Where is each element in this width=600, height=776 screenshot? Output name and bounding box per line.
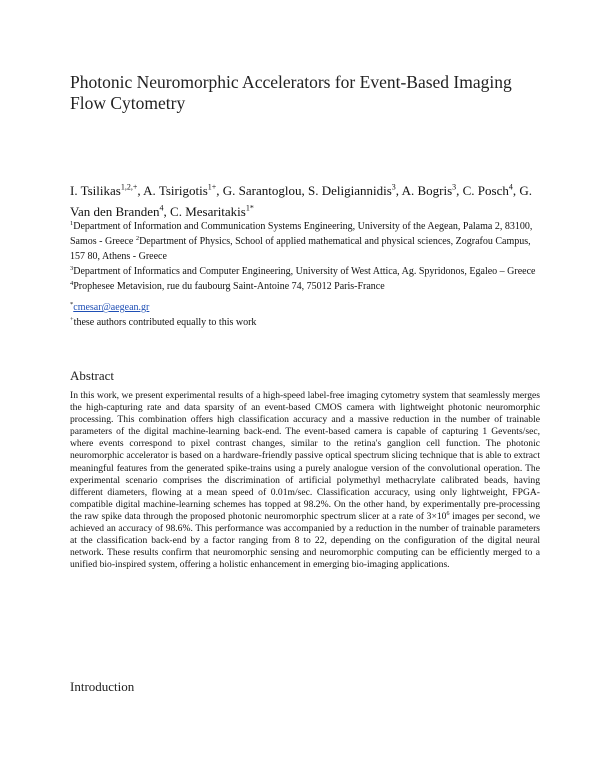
author: A. Tsirigotis bbox=[143, 183, 208, 198]
author: C. Mesaritakis bbox=[170, 204, 246, 219]
corresponding-author: *cmesar@aegean.gr bbox=[70, 301, 150, 313]
author-affil-sup: 4 bbox=[508, 182, 513, 192]
abstract-heading: Abstract bbox=[70, 368, 115, 383]
author-affil-sup: 4 bbox=[159, 203, 164, 213]
author: I. Tsilikas bbox=[70, 183, 121, 198]
abstract-body: In this work, we present experimental results of a high-speed label-free imaging cytometry system that seamlessly merges the high-capturing rate and data sparsity of an event-based CMOS camera with lightweight photonic neuromorphic processing. This combination offers high classification accuracy and a massive reduction in the number of trainable parameters of the digital machine-learning back-end. The event-based camera is capable of capturing 1 Gevents/sec, where events correspond to pixel contrast changes, similar to the retina's ganglion cell function. The photonic neuromorphic accelerator is based on a hardware-friendly passive optical spectrum slicing technique that is able to extract meaningful features from the generated spike-trains using a purely analogue version of the convolutional operation. The experimental scenario comprises the discrimination of artificial polymethyl methacrylate calibrated beads, having different diameters, flowing at a mean speed of 0.01m/sec. Classification accuracy, using only lightweight, FPGA-compatible digital machine-learning schemes has topped at 98.2%. On the other hand, by experimentally pre-processing the raw spike data through the proposed photonic neuromorphic spectrum slicer at a rate of $3\times 10^6$ images per second, we achieved an accuracy of 98.6%. This performance was accompanied by a reduction in the number of trainable parameters at the classification back-end by a factor ranging from 8 to 22, depending on the configuration of the digital neural network. These results confirm that neuromorphic sensing and neuromorphic computing can be efficiently merged to a unified bio-inspired system, offering a holistic enhancement in emerging bio-imaging applications. bbox=[70, 390, 540, 571]
author-affil-sup: 3 bbox=[452, 182, 457, 192]
introduction-heading: Introduction bbox=[70, 679, 135, 694]
exponent: 6 bbox=[446, 510, 450, 517]
author: C. Posch bbox=[462, 183, 509, 198]
author: G. Sarantoglou bbox=[222, 183, 302, 198]
affiliations bbox=[70, 219, 540, 330]
author-list: I. Tsilikas$^{1,2,+}$, A. Tsirigotis$^{1+}$, G. Sarantoglou, S. Deligiannidis$^3$, A. Bogris$^3$, C. Posch$^4$, G. Van den Branden$^4$, C. Mesaritakis$^{1*}$ bbox=[70, 182, 533, 219]
author-affil-sup: 1* bbox=[245, 203, 254, 213]
affiliation-1-2: $^1$Department of Information and Communication Systems Engineering, University of the Aegean, Palama 2, 83100, Samos - Greece $^2$Department of Physics, School of applied mathematical and physical sciences, Zografou Campus, 157 80, Athens - Greece bbox=[70, 220, 533, 262]
author: G. Van den Branden bbox=[70, 183, 533, 219]
author: S. Deligiannidis bbox=[308, 183, 392, 198]
paper-title: Photonic Neuromorphic Accelerators for Event-Based Imaging Flow Cytometry bbox=[70, 72, 512, 113]
affiliation-4: $^4$Prophesee Metavision, rue du faubourg Saint-Antoine 74, 75012 Paris-France bbox=[70, 280, 385, 292]
author: A. Bogris bbox=[401, 183, 453, 198]
affiliation-3: $^3$Department of Informatics and Computer Engineering, University of West Attica, Ag. Spyridonos, Egaleo – Greece bbox=[70, 265, 536, 277]
equal-contribution-note: +these authors contributed equally to this work bbox=[70, 316, 257, 328]
author-affil-sup: 1,2,+ bbox=[120, 182, 138, 192]
author-affil-sup: 3 bbox=[391, 182, 396, 192]
author-affil-sup: 1+ bbox=[207, 182, 217, 192]
email-link[interactable]: cmesar@aegean.gr bbox=[73, 302, 150, 313]
